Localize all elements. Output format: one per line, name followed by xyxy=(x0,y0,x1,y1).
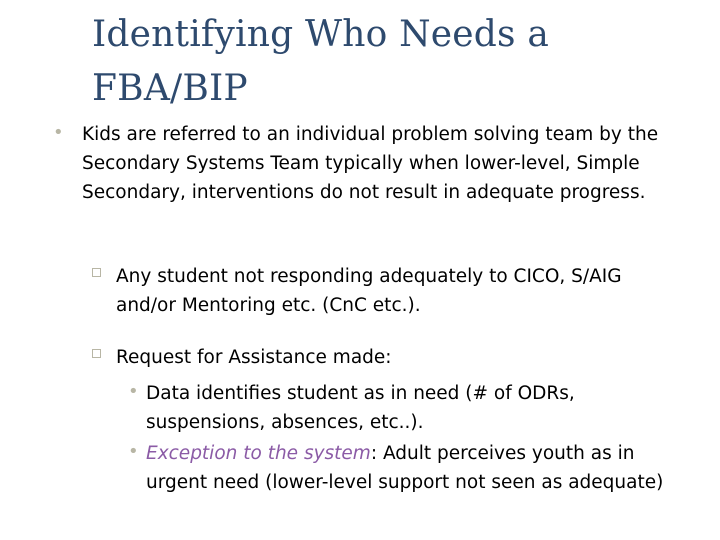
square-bullet-icon xyxy=(92,349,101,358)
slide-title-line-2: FBA/BIP xyxy=(92,68,248,109)
bullet-sub-b-1: Data identifies student as in need (# of ODRs, suspensions, absences, etc..). xyxy=(146,383,575,433)
bullet-level1: Kids are referred to an individual problem solving team by the Secondary Systems Team typically when lower-level, Simple Secondary, interventions do not result in adequate progress. xyxy=(82,124,659,203)
bullet-sub-a: Any student not responding adequately to CICO, S/AIG and/or Mentoring etc. (CnC etc.). xyxy=(116,266,622,316)
slide-title xyxy=(92,8,692,116)
slide-title-line-1: Identifying Who Needs a xyxy=(92,14,550,55)
round-bullet-icon: • xyxy=(128,381,139,402)
round-bullet-icon: • xyxy=(128,441,139,462)
bullet-sub-b: Request for Assistance made: xyxy=(116,347,392,368)
square-bullet-icon xyxy=(92,268,101,277)
bullet-sub-b-2 xyxy=(146,439,686,497)
exception-emphasis: Exception to the system xyxy=(146,443,371,464)
exception-text: : Adult perceives youth as in urgent need (lower-level support not seen as adequate) xyxy=(146,443,664,493)
round-bullet-icon: • xyxy=(53,122,64,143)
